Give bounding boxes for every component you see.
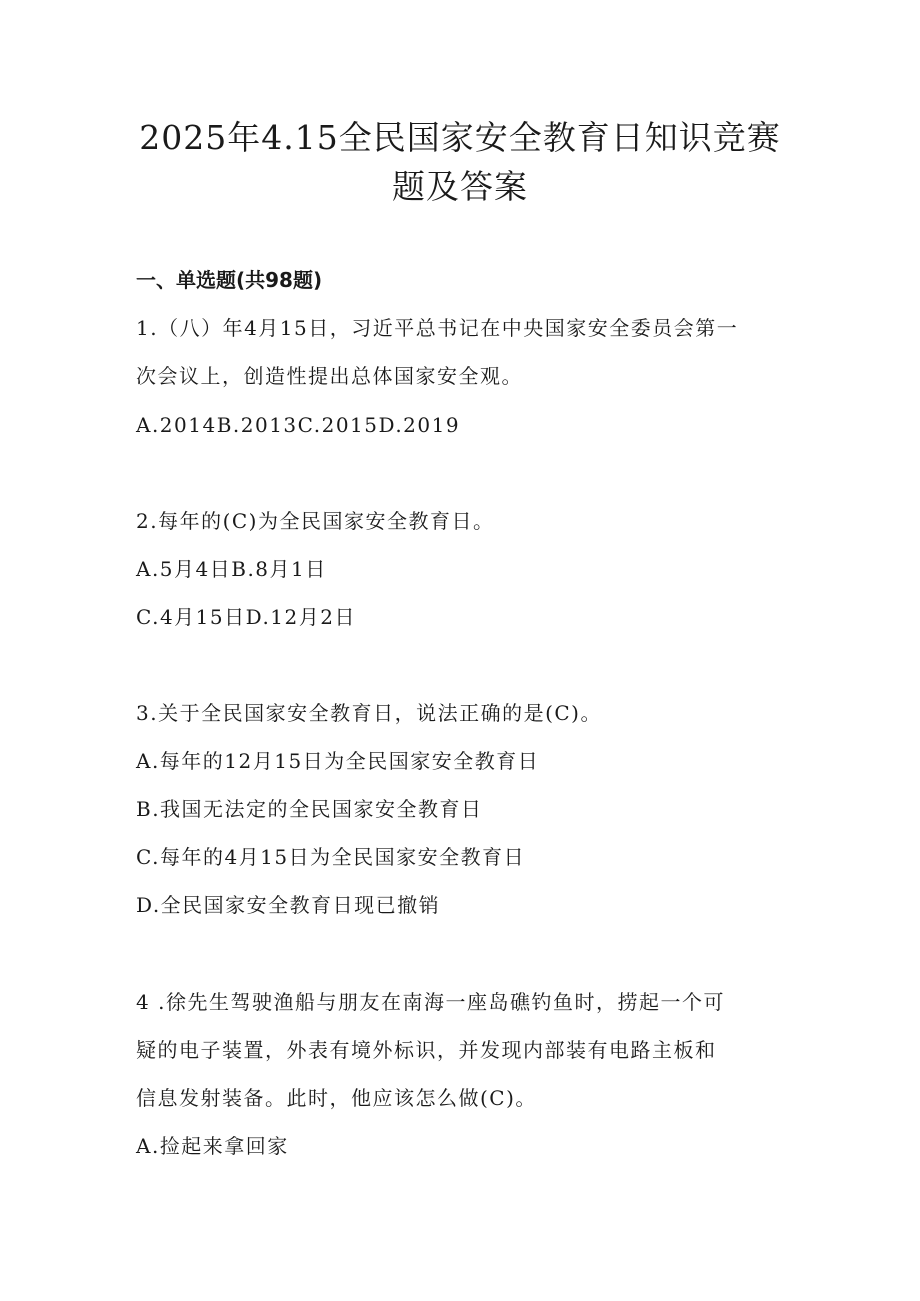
question-3-option-a: A.每年的12月15日为全民国家安全教育日	[136, 749, 540, 773]
question-3-option-d: D.全民国家安全教育日现已撤销	[136, 893, 441, 917]
question-1-text-line-2: 次会议上，创造性提出总体国家安全观。	[136, 364, 523, 388]
question-4-text-line-3: 信息发射装备。此时，他应该怎么做(C)。	[136, 1086, 537, 1110]
question-3-text-line-1: 3.关于全民国家安全教育日，说法正确的是(C)。	[136, 701, 602, 725]
question-2-text-line-1: 2.每年的(C)为全民国家安全教育日。	[136, 509, 495, 533]
question-4-option-a: A.捡起来拿回家	[136, 1134, 289, 1158]
document-title-line-2: 题及答案	[392, 167, 528, 206]
question-4-text-line-2: 疑的电子装置，外表有境外标识，并发现内部装有电路主板和	[136, 1038, 717, 1062]
question-2-options-line-2: C.4月15日D.12月2日	[136, 605, 356, 629]
question-4-text-line-1: 4 .徐先生驾驶渔船与朋友在南海一座岛礁钓鱼时，捞起一个可	[136, 990, 725, 1014]
question-1-text-line-1: 1.（八）年4月15日，习近平总书记在中央国家安全委员会第一	[136, 316, 739, 340]
question-2-options-line-1: A.5月4日B.8月1日	[136, 557, 327, 581]
question-3-option-b: B.我国无法定的全民国家安全教育日	[136, 797, 483, 821]
question-3-option-c: C.每年的4月15日为全民国家安全教育日	[136, 845, 526, 869]
section-heading: 一、单选题(共98题)	[136, 268, 323, 292]
question-1-options: A.2014B.2013C.2015D.2019	[136, 413, 461, 437]
document-title-line-1: 2025年4.15全民国家安全教育日知识竞赛	[139, 118, 781, 157]
